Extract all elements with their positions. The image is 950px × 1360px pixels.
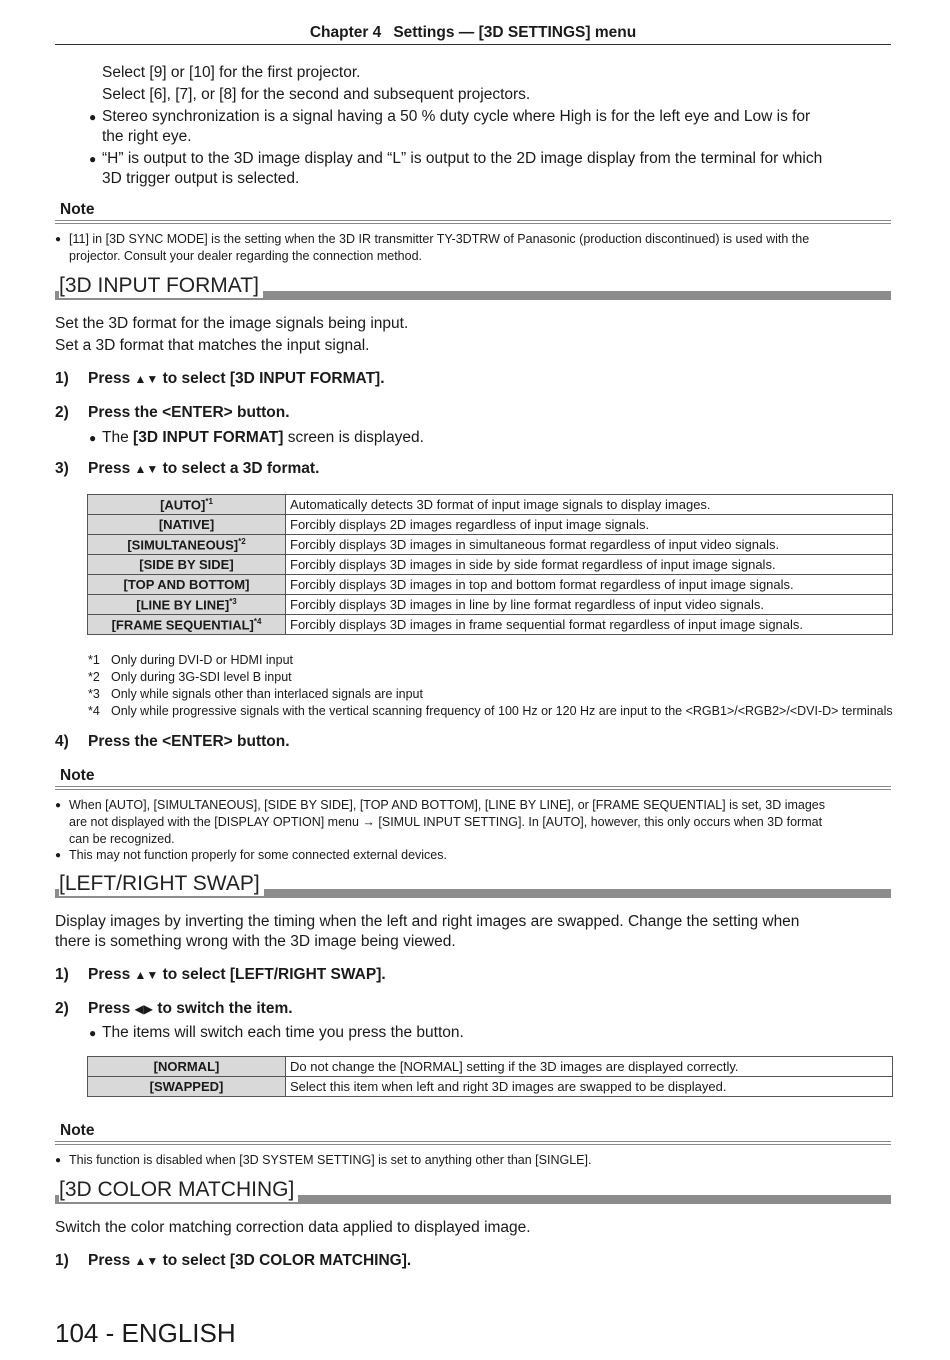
- bullet-icon: ●: [55, 850, 62, 861]
- note-text: This function is disabled when [3D SYSTEM SETTING] is set to anything other than [SINGLE].: [69, 1153, 592, 1167]
- footnote: [88, 652, 893, 669]
- option-key: [88, 535, 286, 555]
- input-desc-2: Set a 3D format that matches the input signal.: [55, 337, 370, 354]
- note1-cont: projector. Consult your dealer regarding the connection method.: [69, 249, 422, 263]
- section-title-color-matching: [3D COLOR MATCHING]: [59, 1178, 298, 1202]
- table-row: [88, 1077, 893, 1097]
- bullet-icon: ●: [55, 234, 62, 245]
- footnote-ref: *3: [229, 596, 237, 606]
- note1-bullet: [55, 231, 889, 248]
- option-description: Forcibly displays 3D images in simultaneous format regardless of input video signals.: [286, 535, 893, 555]
- table-row: [88, 615, 893, 635]
- step-number: 1): [55, 966, 69, 983]
- note-text: When [AUTO], [SIMULTANEOUS], [SIDE BY SIDE], [TOP AND BOTTOM], [LINE BY LINE], or [FRAME SEQUENTIAL] is set, 3D images: [69, 798, 825, 812]
- swap-desc-2: there is something wrong with the 3D image being viewed.: [55, 933, 456, 950]
- header-title: Settings — [3D SETTINGS] menu: [393, 24, 637, 41]
- footnote-mark: *4: [88, 704, 100, 718]
- sub-text: The items will switch each time you press the button.: [102, 1024, 464, 1041]
- intro-bullet-1: [89, 107, 892, 127]
- option-key-label: [TOP AND BOTTOM]: [123, 577, 250, 592]
- bullet-icon: ●: [89, 110, 97, 124]
- table-row: [88, 555, 893, 575]
- intro-bullet-2: [89, 149, 892, 169]
- footnote-mark: *1: [88, 653, 100, 667]
- footnote-text: Only while signals other than interlaced signals are input: [111, 687, 423, 701]
- option-description: Select this item when left and right 3D images are swapped to be displayed.: [286, 1077, 893, 1097]
- note2-bullet-1: [55, 797, 889, 814]
- intro-line-2: Select [6], [7], or [8] for the second and subsequent projectors.: [102, 86, 531, 103]
- note-heading: Note: [60, 1122, 95, 1139]
- footnote: [88, 669, 893, 686]
- step-number: 2): [55, 404, 69, 421]
- up-down-arrow-icon: ▲▼: [134, 968, 159, 982]
- up-down-arrow-icon: ▲▼: [134, 372, 159, 386]
- bullet-icon: ●: [89, 1026, 97, 1040]
- option-key: [88, 595, 286, 615]
- input-format-table: [87, 494, 893, 635]
- step-text: Press the <ENTER> button.: [88, 733, 290, 750]
- step-number: 1): [55, 1252, 69, 1269]
- option-key: [NORMAL]: [88, 1057, 286, 1077]
- option-description: Forcibly displays 3D images in top and bottom format regardless of input image signals.: [286, 575, 893, 595]
- footnote-ref: *1: [205, 496, 213, 506]
- option-key: [88, 515, 286, 535]
- step-text: Press: [88, 966, 131, 983]
- note2-cont-1: are not displayed with the [DISPLAY OPTION] menu → [SIMUL INPUT SETTING]. In [AUTO], however, this only occurs when 3D format: [69, 815, 823, 829]
- table-row: [88, 595, 893, 615]
- swap-table: [87, 1056, 893, 1097]
- step-number: 3): [55, 460, 69, 477]
- step-text: Press the <ENTER> button.: [88, 404, 290, 421]
- left-right-arrow-icon: ◀▶: [134, 1002, 154, 1016]
- option-key-label: [LINE BY LINE]: [136, 597, 230, 613]
- step-number: 1): [55, 370, 69, 387]
- note-heading: Note: [60, 767, 95, 784]
- step-text: to select a 3D format.: [162, 460, 320, 477]
- note3-bullet: [55, 1152, 592, 1169]
- option-key-label: [SIDE BY SIDE]: [139, 557, 234, 572]
- swap-step-2-sub: [89, 1023, 464, 1043]
- option-key: [88, 575, 286, 595]
- section-title-left-right-swap: [LEFT/RIGHT SWAP]: [59, 872, 264, 896]
- bullet-icon: ●: [89, 431, 97, 445]
- table-row: [88, 495, 893, 515]
- step-text: to select [3D COLOR MATCHING].: [162, 1252, 412, 1269]
- option-key: [SWAPPED]: [88, 1077, 286, 1097]
- footnote-mark: *3: [88, 687, 100, 701]
- step-text: to select [LEFT/RIGHT SWAP].: [162, 966, 386, 983]
- option-description: Forcibly displays 3D images in side by side format regardless of input image signals.: [286, 555, 893, 575]
- bullet-text: Stereo synchronization is a signal having a 50 % duty cycle where High is for the left eye and Low is for: [102, 108, 811, 125]
- input-step-4: [55, 732, 290, 752]
- table-row: [88, 1057, 893, 1077]
- option-key: [88, 495, 286, 515]
- option-description: Forcibly displays 2D images regardless of input image signals.: [286, 515, 893, 535]
- footnote: [88, 703, 893, 720]
- step-text: to switch the item.: [157, 1000, 293, 1017]
- option-description: Do not change the [NORMAL] setting if the 3D images are displayed correctly.: [286, 1057, 893, 1077]
- up-down-arrow-icon: ▲▼: [134, 462, 159, 476]
- sub-text-bold: [3D INPUT FORMAT]: [133, 429, 284, 446]
- option-key-label: [SIMULTANEOUS]: [127, 537, 239, 553]
- footnotes: [88, 652, 893, 720]
- bullet-icon: ●: [89, 152, 97, 166]
- up-down-arrow-icon: ▲▼: [134, 1254, 159, 1268]
- input-step-1: [55, 369, 385, 389]
- page-number: 104 - ENGLISH: [55, 1318, 236, 1348]
- option-key-label: [AUTO]: [160, 497, 206, 513]
- note-text: [11] in [3D SYNC MODE] is the setting when the 3D IR transmitter TY-3DTRW of Panasonic (production discontinued) is used with the: [69, 232, 810, 246]
- option-description: Forcibly displays 3D images in frame sequential format regardless of input image signals.: [286, 615, 893, 635]
- note-rule: [55, 220, 891, 224]
- intro-line-1: Select [9] or [10] for the first projector.: [102, 64, 361, 81]
- intro-bullet-1-cont: the right eye.: [102, 128, 192, 145]
- note-rule: [55, 786, 891, 790]
- option-key: [88, 615, 286, 635]
- step-number: 4): [55, 733, 69, 750]
- swap-step-2: [55, 999, 293, 1019]
- step-number: 2): [55, 1000, 69, 1017]
- table-row: [88, 515, 893, 535]
- footnote: [88, 686, 893, 703]
- swap-desc-1: Display images by inverting the timing when the left and right images are swapped. Change the setting when: [55, 913, 800, 930]
- note-text: This may not function properly for some connected external devices.: [69, 848, 447, 862]
- footnote-text: Only while progressive signals with the vertical scanning frequency of 100 Hz or 120 Hz are input to the <RGB1>/<RGB2>/<DVI-D> terminals: [111, 704, 893, 718]
- input-step-3: [55, 459, 319, 479]
- option-key: [88, 555, 286, 575]
- note-rule: [55, 1141, 891, 1145]
- sub-text: The: [102, 429, 129, 446]
- intro-bullet-2-cont: 3D trigger output is selected.: [102, 170, 300, 187]
- table-row: [88, 575, 893, 595]
- footnote-text: Only during DVI-D or HDMI input: [111, 653, 294, 667]
- color-step-1: [55, 1251, 411, 1271]
- bullet-icon: ●: [55, 800, 62, 811]
- input-desc-1: Set the 3D format for the image signals being input.: [55, 315, 409, 332]
- chapter-label: Chapter 4: [309, 24, 382, 41]
- footnote-mark: *2: [88, 670, 100, 684]
- footnote-ref: *2: [238, 536, 246, 546]
- input-step-2: [55, 403, 290, 423]
- color-desc: Switch the color matching correction data applied to displayed image.: [55, 1219, 531, 1236]
- option-key-label: [NATIVE]: [158, 517, 215, 532]
- option-description: Automatically detects 3D format of input image signals to display images.: [286, 495, 893, 515]
- section-title-input-format: [3D INPUT FORMAT]: [59, 274, 263, 298]
- input-step-2-sub: [89, 428, 424, 448]
- bullet-text: “H” is output to the 3D image display and “L” is output to the 2D image display from the terminal for which: [102, 150, 823, 167]
- step-text: Press: [88, 1252, 131, 1269]
- option-description: Forcibly displays 3D images in line by line format regardless of input video signals.: [286, 595, 893, 615]
- step-text: Press: [88, 1000, 131, 1017]
- swap-step-1: [55, 965, 386, 985]
- note2-bullet-2: [55, 847, 447, 864]
- table-row: [88, 535, 893, 555]
- step-text: Press: [88, 370, 131, 387]
- note-heading: Note: [60, 201, 95, 218]
- sub-text: screen is displayed.: [287, 429, 424, 446]
- step-text: Press: [88, 460, 131, 477]
- bullet-icon: ●: [55, 1155, 62, 1166]
- footnote-text: Only during 3G-SDI level B input: [111, 670, 292, 684]
- step-text: to select [3D INPUT FORMAT].: [162, 370, 385, 387]
- option-key-label: [FRAME SEQUENTIAL]: [111, 617, 254, 633]
- footnote-ref: *4: [253, 616, 262, 626]
- note2-cont-2: can be recognized.: [69, 832, 175, 846]
- page-header: [55, 24, 891, 45]
